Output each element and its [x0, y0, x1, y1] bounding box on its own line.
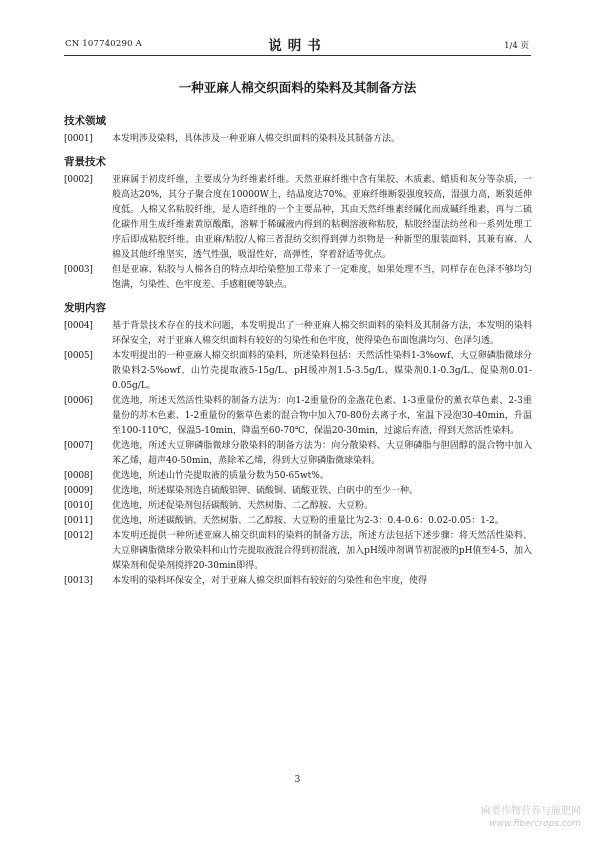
paragraph: [64, 499, 532, 514]
paragraph: [64, 514, 532, 529]
page-header: [0, 34, 595, 54]
paragraph-text: 优选地，所述天然活性染料的制备方法为：向1-2重量份的金盏花色素、1-3重量份的薰衣草色素、2-3重量份的苏木色素、1-2重量份的紫草色素的混合物中加入70-80份去离子水，室温下浸泡30-40min，升温至100-110℃，保温5-10min，降温至60-70℃，保温20-30min，过滤后弃渣，得到天然活性染料。: [112, 396, 532, 436]
paragraph-number: [0009]: [64, 486, 93, 496]
paragraph-number: [0008]: [64, 471, 93, 481]
paragraph-text: 基于背景技术存在的技术问题，本发明提出了一种亚麻人棉交织面料的染料及其制备方法，本发明的染料环保安全，对于亚麻人棉交织面料有较好的匀染性和色牢度，使得染色布面饱满均匀、色泽匀透。: [112, 321, 532, 346]
paragraph: [64, 132, 532, 147]
paragraph-text: 本发明提出的一种亚麻人棉交织面料的染料，所述染料包括：天然活性染料1-3%owf、大豆卵磷脂微球分散染料2-5%owf、山竹壳提取液5-15g/L、pH缓冲剂1.5-3.5g/L、媒染剂0.1-0.3g/L、促染剂0.01-0.05g/L。: [112, 351, 532, 391]
paragraph: [64, 319, 532, 349]
paragraph: [64, 484, 532, 499]
paragraph-text: 但是亚麻、粘胶与人棉各自的特点却给染整加工带来了一定难度，如果处理不当，同样存在色泽不够均匀饱满，匀染性、色牢度差、手感粗硬等缺点。: [112, 265, 532, 290]
paragraph-text: 优选地，所述碳酸钠、天然树脂、二乙醇胺、大豆粉的重量比为2-3：0.4-0.6：0.02-0.05：1-2。: [112, 516, 504, 526]
paragraph-text: 优选地，所述媒染剂选自硫酸铝钾、硫酸铜、硫酸亚铁、白矾中的至少一种。: [112, 486, 419, 496]
paragraph: [64, 469, 532, 484]
watermark-site-name: 麻类作物营养与施肥网: [481, 806, 581, 817]
paragraph-number: [0010]: [64, 501, 93, 511]
header-divider: [64, 55, 531, 56]
paragraph-text: 优选地，所述促染剂包括碳酸钠、天然树脂、二乙醇胺、大豆粉。: [112, 501, 374, 511]
paragraph-number: [0012]: [64, 531, 93, 541]
document-body: [64, 106, 532, 589]
paragraph-text: 亚麻属于初皮纤维，主要成分为纤维素纤维。天然亚麻纤维中含有果胶、木质素、蜡质和灰分等杂质，一般高达20%，其分子聚合度在10000W上，结晶度达70%。亚麻纤维断裂强度较高，湿强力高，断裂延伸度低。人棉又名粘胶纤维，是人造纤维的一个主要品种，其由天然纤维素经碱化而成碱纤维素，再与二硫化碳作用生成纤维素黄原酸酯，溶解于稀碱液内得到的粘稠溶液称粘胶，粘胶经湿法纺丝和一系列处理工序后即成粘胶纤维。由亚麻/粘胶/人棉三者混纺交织得到弹力织物是一种新型的服装面料，其兼有麻、人棉及其他纤维坚实，透气性强，吸湿性好，高弹性，穿着舒适等优点。: [112, 175, 532, 260]
paragraph-number: [0007]: [64, 441, 93, 451]
paragraph-text: 本发明涉及染料，具体涉及一种亚麻人棉交织面料的染料及其制备方法。: [112, 134, 401, 144]
paragraph-number: [0004]: [64, 321, 93, 331]
section-heading: 背景技术: [64, 156, 106, 168]
paragraph-number: [0005]: [64, 351, 93, 361]
paragraph: [64, 263, 532, 293]
document-type: 说明书: [268, 38, 327, 54]
paragraph-number: [0006]: [64, 396, 93, 406]
section-summary: [64, 300, 532, 589]
paragraph-text: 优选地，所述山竹壳提取液的质量分数为50-65wt%。: [112, 471, 329, 481]
paragraph-number: [0011]: [64, 516, 93, 526]
paragraph: [64, 439, 532, 469]
paragraph-text: 本发明的染料环保安全，对于亚麻人棉交织面料有较好的匀染性和色牢度，使得: [112, 576, 428, 586]
paragraph: [64, 529, 532, 574]
page-indicator: 1/4 页: [504, 41, 529, 51]
paragraph: [64, 349, 532, 394]
paragraph-number: [0013]: [64, 576, 93, 586]
patent-number: CN 107740290 A: [65, 39, 142, 49]
paragraph: [64, 394, 532, 439]
paragraph: [64, 173, 532, 263]
site-watermark: [481, 806, 581, 830]
paragraph-number: [0003]: [64, 265, 93, 275]
watermark-url: www.fibercrops.com: [489, 819, 581, 829]
section-background: [64, 154, 532, 293]
paragraph-number: [0001]: [64, 134, 93, 144]
paragraph: [64, 574, 532, 589]
page-number: 3: [294, 775, 301, 785]
section-heading: 技术领域: [64, 115, 106, 127]
document-title: 一种亚麻人棉交织面料的染料及其制备方法: [178, 80, 417, 95]
paragraph-number: [0002]: [64, 175, 93, 185]
section-heading: 发明内容: [64, 302, 106, 314]
paragraph-text: 本发明还提供一种所述亚麻人棉交织面料的染料的制备方法，所述方法包括下述步骤：将天然活性染料、大豆卵磷脂微球分散染料和山竹壳提取液混合得到初混液，加入pH缓冲剂调节初混液的pH值至4-5，加入媒染剂和促染剂搅拌20-30min即得。: [112, 531, 532, 571]
section-technical-field: [64, 113, 532, 147]
paragraph-text: 优选地，所述大豆卵磷脂微球分散染料的制备方法为：向分散染料、大豆卵磷脂与胆固醇的混合物中加入苯乙烯，超声40-50min，蒸除苯乙烯，得到大豆卵磷脂微球染料。: [112, 441, 532, 466]
